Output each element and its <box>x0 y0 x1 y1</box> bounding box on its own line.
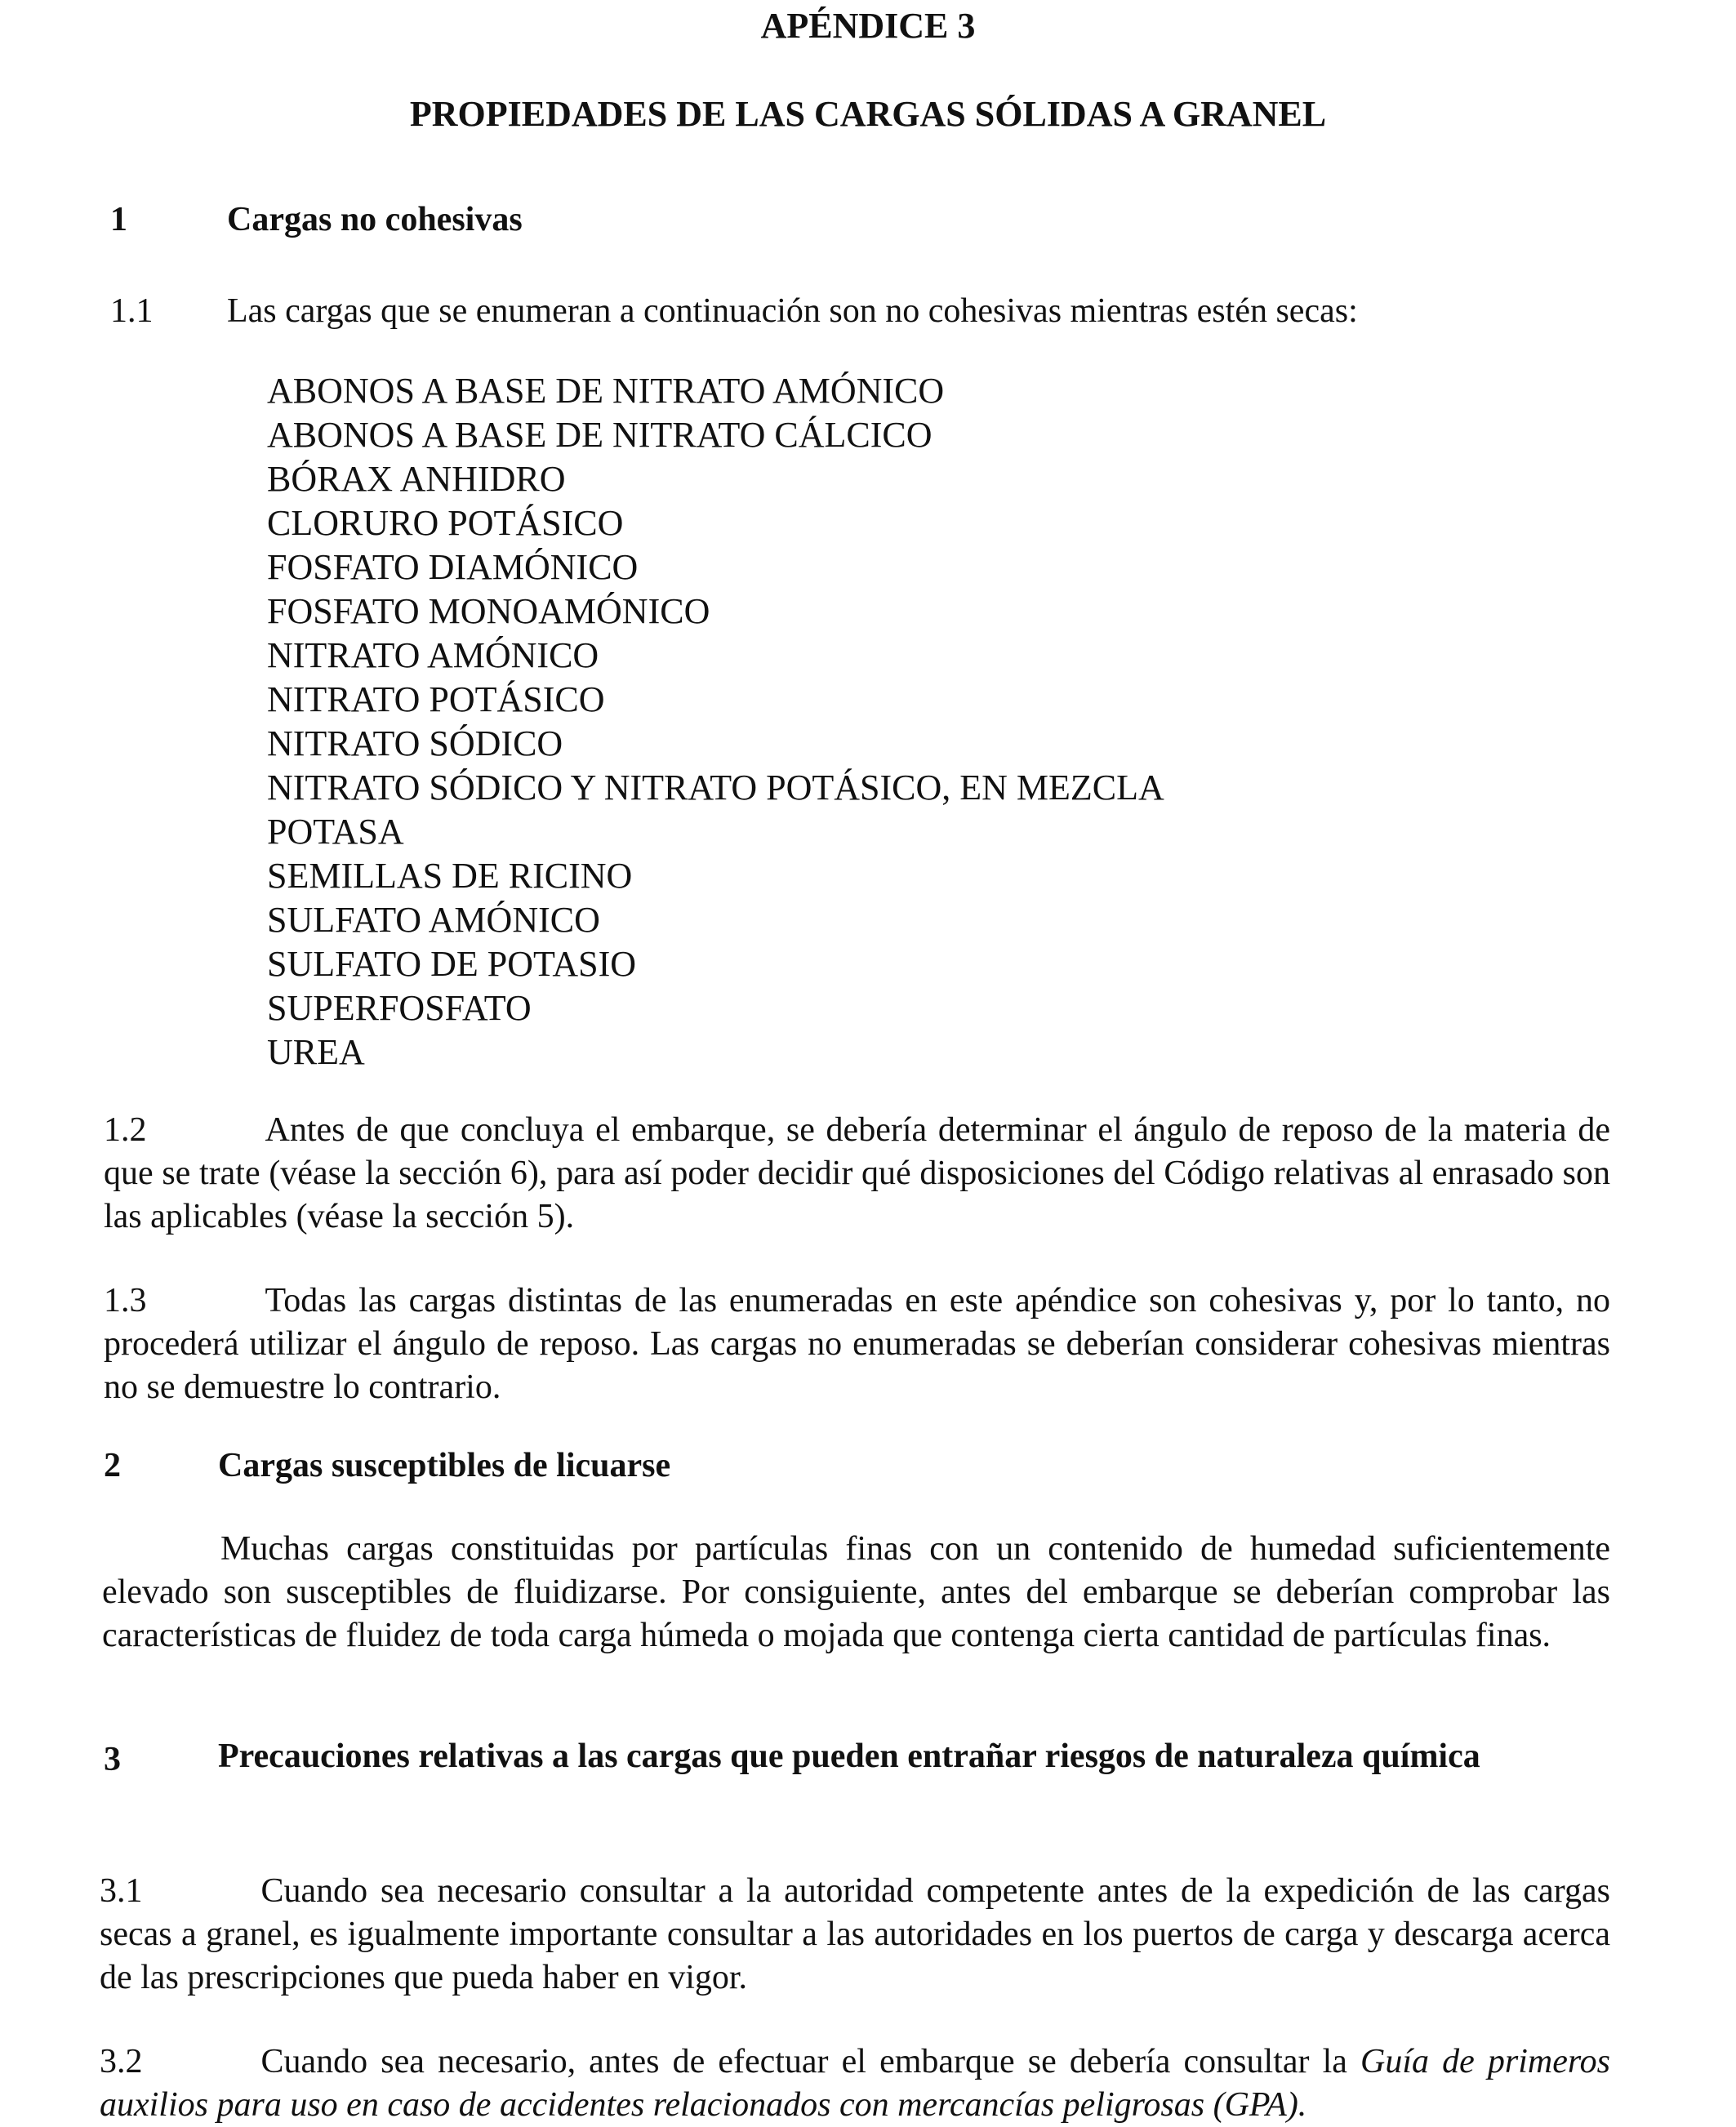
appendix-subtitle: PROPIEDADES DE LAS CARGAS SÓLIDAS A GRANEL <box>409 94 1327 134</box>
list-item: FOSFATO DIAMÓNICO <box>267 547 639 587</box>
section-1-number: 1 <box>110 201 127 238</box>
list-item: UREA <box>267 1032 365 1072</box>
paragraph-text: Todas las cargas distintas de las enumeradas en este apéndice son cohesivas y, por lo tanto, no procederá utilizar el ángulo de reposo. Las cargas no enumeradas se deberían considerar cohesivas mientras no se demuestre lo contrario. <box>104 1282 1610 1406</box>
paragraph-number: 1.2 <box>104 1111 147 1149</box>
list-item: ABONOS A BASE DE NITRATO AMÓNICO <box>267 371 945 411</box>
list-item: NITRATO SÓDICO Y NITRATO POTÁSICO, EN MEZCLA <box>267 768 1164 808</box>
paragraph-1-3 <box>104 1279 1610 1409</box>
paragraph-text: Cuando sea necesario consultar a la autoridad competente antes de la expedición de las cargas secas a granel, es igualmente importante consultar a las autoridades en los puertos de carga y descarga acerca de las prescripciones que pueda haber en vigor. <box>100 1872 1610 1996</box>
list-item: SULFATO DE POTASIO <box>267 944 637 984</box>
list-item: NITRATO SÓDICO <box>267 723 563 763</box>
list-item: NITRATO AMÓNICO <box>267 635 599 675</box>
list-item: CLORURO POTÁSICO <box>267 503 624 543</box>
non-cohesive-cargo-list <box>267 369 1164 1075</box>
list-item: FOSFATO MONOAMÓNICO <box>267 591 710 631</box>
list-item: BÓRAX ANHIDRO <box>267 459 566 499</box>
section-2-title: Cargas susceptibles de licuarse <box>218 1447 671 1484</box>
list-item: NITRATO POTÁSICO <box>267 679 605 719</box>
paragraph-3-2 <box>100 2040 1610 2127</box>
list-item: SULFATO AMÓNICO <box>267 900 600 940</box>
section-2-number: 2 <box>104 1447 121 1484</box>
paragraph-number: 1.3 <box>104 1282 147 1319</box>
list-item: SUPERFOSFATO <box>267 988 532 1028</box>
section-3-number: 3 <box>104 1741 121 1778</box>
section-2-paragraph: Muchas cargas constituidas por partículas finas con un contenido de humedad suficientemente elevado son susceptibles de fluidizarse. Por consiguiente, antes del embarque se deberían comprobar las características de fluidez de toda carga húmeda o mojada que contenga cierta cantidad de partículas finas. <box>102 1530 1610 1654</box>
paragraph-number: 3.2 <box>100 2043 143 2080</box>
section-3-title: Precauciones relativas a las cargas que pueden entrañar riesgos de naturaleza química <box>218 1738 1480 1775</box>
paragraph-1-1-number: 1.1 <box>110 292 154 330</box>
list-item: POTASA <box>267 812 404 852</box>
paragraph-1-1-text: Las cargas que se enumeran a continuación son no cohesivas mientras estén secas: <box>227 292 1358 330</box>
paragraph-1-2 <box>104 1109 1610 1239</box>
paragraph-text: Cuando sea necesario, antes de efectuar el embarque se debería consultar la <box>260 2043 1347 2080</box>
paragraph-3-1 <box>100 1870 1610 2000</box>
section-1-title: Cargas no cohesivas <box>227 201 523 238</box>
appendix-title: APÉNDICE 3 <box>760 6 976 46</box>
list-item: SEMILLAS DE RICINO <box>267 856 633 896</box>
paragraph-text: Antes de que concluya el embarque, se debería determinar el ángulo de reposo de la materia de que se trate (véase la sección 6), para así poder decidir qué disposiciones del Código relativas al enrasado son las aplicables (véase la sección 5). <box>104 1111 1610 1235</box>
paragraph-number: 3.1 <box>100 1872 143 1910</box>
list-item: ABONOS A BASE DE NITRATO CÁLCICO <box>267 415 933 455</box>
guide-title-italic: Guía de primeros auxilios para uso en caso de accidentes relacionados con mercancías peligrosas (GPA). <box>100 2043 1611 2124</box>
